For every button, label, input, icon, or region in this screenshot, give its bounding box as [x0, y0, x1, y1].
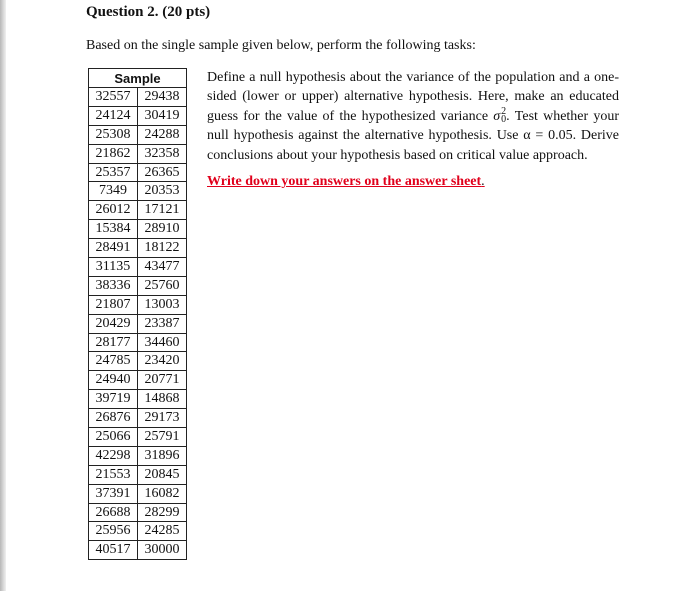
table-row: [89, 484, 187, 503]
table-cell: 23387: [138, 314, 187, 333]
table-cell: 21807: [89, 295, 138, 314]
table-row: [89, 163, 187, 182]
table-cell: 18122: [138, 239, 187, 258]
table-cell: 25357: [89, 163, 138, 182]
table-cell: 31896: [138, 446, 187, 465]
table-row: [89, 106, 187, 125]
answer-note-text: Write down your answers on the answer sheet: [207, 174, 482, 189]
table-cell: 31135: [89, 258, 138, 277]
table-cell: 20353: [138, 182, 187, 201]
sigma-supsub: [501, 105, 507, 125]
table-cell: 23420: [138, 352, 187, 371]
table-cell: 28910: [138, 220, 187, 239]
table-cell: 26688: [89, 503, 138, 522]
table-cell: 24940: [89, 371, 138, 390]
table-row: [89, 390, 187, 409]
table-row: [89, 333, 187, 352]
table-row: [89, 220, 187, 239]
table-cell: 24124: [89, 106, 138, 125]
table-cell: 29438: [138, 88, 187, 107]
table-cell: 29173: [138, 409, 187, 428]
task-text-part1: Define a null hypothesis about the variance of the population and a one-sided (lower or upper) alternative hypothesis. Here, make an educated guess for the value of the hypothesized variance: [207, 70, 619, 124]
table-cell: 20845: [138, 465, 187, 484]
question-title: Question 2. (20 pts): [86, 4, 211, 20]
table-row: [89, 541, 187, 560]
table-row: [89, 239, 187, 258]
table-row: [89, 465, 187, 484]
table-cell: 13003: [138, 295, 187, 314]
answer-note: [207, 174, 485, 190]
table-cell: 43477: [138, 258, 187, 277]
table-cell: 14868: [138, 390, 187, 409]
table-cell: 38336: [89, 276, 138, 295]
task-description: [207, 68, 619, 165]
table-row: [89, 314, 187, 333]
table-cell: 26876: [89, 409, 138, 428]
sigma-subscript: 0: [501, 113, 507, 125]
sample-table: [88, 68, 187, 560]
sample-table-header-row: [89, 69, 187, 88]
table-cell: 24285: [138, 522, 187, 541]
question-intro: Based on the single sample given below, perform the following tasks:: [86, 38, 476, 53]
task-text-part2: . Test whether your null hypothesis against the alternative hypothesis. Use α = 0.05. Derive conclusions about your hypothesis based on critical value approach.: [207, 108, 619, 163]
table-row: [89, 276, 187, 295]
table-row: [89, 258, 187, 277]
table-cell: 28177: [89, 333, 138, 352]
table-cell: 28491: [89, 239, 138, 258]
table-cell: 25956: [89, 522, 138, 541]
table-cell: 25791: [138, 428, 187, 447]
table-row: [89, 522, 187, 541]
table-cell: 32358: [138, 144, 187, 163]
table-cell: 40517: [89, 541, 138, 560]
table-cell: 24288: [138, 125, 187, 144]
table-cell: 7349: [89, 182, 138, 201]
table-row: [89, 428, 187, 447]
table-cell: 28299: [138, 503, 187, 522]
table-cell: 39719: [89, 390, 138, 409]
table-row: [89, 201, 187, 220]
table-row: [89, 125, 187, 144]
table-cell: 42298: [89, 446, 138, 465]
table-cell: 30000: [138, 541, 187, 560]
table-row: [89, 409, 187, 428]
table-cell: 17121: [138, 201, 187, 220]
table-cell: 25308: [89, 125, 138, 144]
table-cell: 16082: [138, 484, 187, 503]
table-row: [89, 371, 187, 390]
sigma-symbol: σ: [493, 108, 501, 124]
table-cell: 26012: [89, 201, 138, 220]
table-cell: 34460: [138, 333, 187, 352]
sample-table-body: [89, 88, 187, 560]
table-cell: 20771: [138, 371, 187, 390]
table-cell: 21553: [89, 465, 138, 484]
table-cell: 21862: [89, 144, 138, 163]
sample-table-header: Sample: [89, 69, 187, 88]
table-row: [89, 144, 187, 163]
table-row: [89, 88, 187, 107]
table-row: [89, 352, 187, 371]
table-row: [89, 503, 187, 522]
table-cell: 32557: [89, 88, 138, 107]
table-row: [89, 295, 187, 314]
table-cell: 25760: [138, 276, 187, 295]
table-row: [89, 182, 187, 201]
table-cell: 15384: [89, 220, 138, 239]
answer-note-period: .: [481, 174, 485, 189]
table-cell: 37391: [89, 484, 138, 503]
table-cell: 30419: [138, 106, 187, 125]
table-cell: 20429: [89, 314, 138, 333]
document-page: [6, 0, 700, 591]
table-row: [89, 446, 187, 465]
sigma-superscript: 2: [501, 105, 507, 117]
table-cell: 26365: [138, 163, 187, 182]
table-cell: 24785: [89, 352, 138, 371]
table-cell: 25066: [89, 428, 138, 447]
